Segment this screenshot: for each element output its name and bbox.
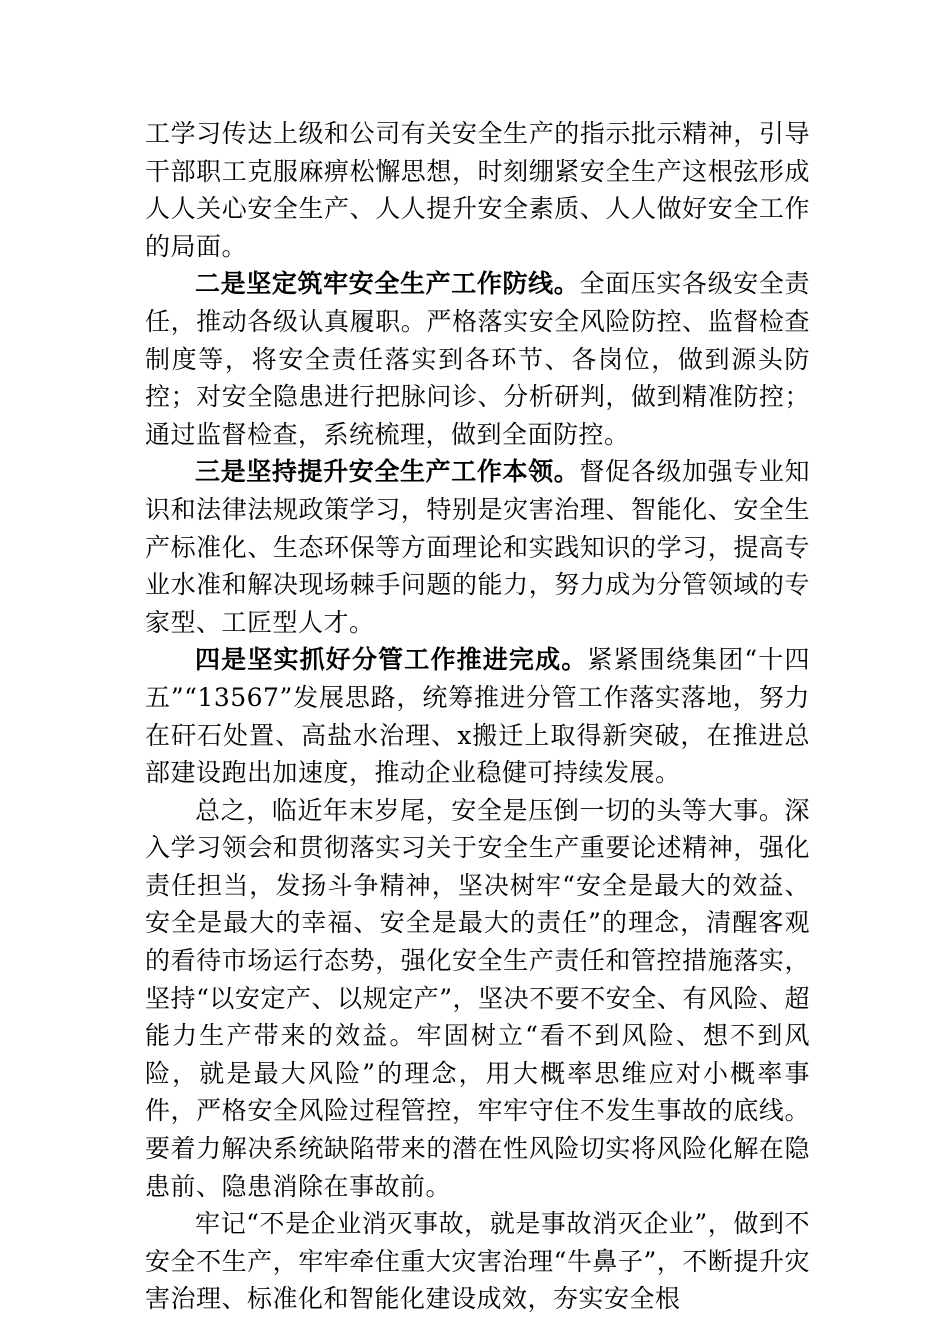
document-body: [145, 115, 810, 1318]
paragraph-text: 牢记“不是企业消灭事故，就是事故消灭企业”，做到不安全不生产，牢牢牵住重大灾害治理“牛鼻子”，不断提升灾害治理、标准化和智能化建设成效，夯实安全根: [145, 1209, 810, 1314]
paragraph-text: 工学习传达上级和公司有关安全生产的指示批示精神，引导干部职工克服麻痹松懈思想，时刻绷紧安全生产这根弦形成人人关心安全生产、人人提升安全素质、人人做好安全工作的局面。: [145, 119, 810, 261]
paragraph-lead-heading: 四是坚实抓好分管工作推进完成。: [195, 645, 588, 675]
paragraph-second-point: [145, 265, 810, 453]
paragraph-summary: [145, 792, 810, 1206]
paragraph-fourth-point: [145, 641, 810, 791]
paragraph-text: 紧紧围绕集团“十四五”“13567”发展思路，统筹推进分管工作落实落地，努力在矸石处置、高盐水治理、x搬迁上取得新突破，在推进总部建设跑出加速度，推动企业稳健可持续发展。: [145, 645, 810, 788]
paragraph-continued: [145, 115, 810, 265]
paragraph-third-point: [145, 453, 810, 641]
paragraph-lead-heading: 二是坚定筑牢安全生产工作防线。: [195, 269, 580, 299]
paragraph-lead-heading: 三是坚持提升安全生产工作本领。: [195, 457, 580, 487]
paragraph-text: 总之，临近年末岁尾，安全是压倒一切的头等大事。深入学习领会和贯彻落实习关于安全生产重要论述精神，强化责任担当，发扬斗争精神，坚决树牢“安全是最大的效益、安全是最大的幸福、安全是最大的责任”的理念，清醒客观的看待市场运行态势，强化安全生产责任和管控措施落实，坚持“以安定产、以规定产”，坚决不要不安全、有风险、超能力生产带来的效益。牢固树立“看不到风险、想不到风险，就是最大风险”的理念，用大概率思维应对小概率事件，严格安全风险过程管控，牢牢守住不发生事故的底线。要着力解决系统缺陷带来的潜在性风险切实将风险化解在隐患前、隐患消除在事故前。: [145, 795, 810, 1201]
paragraph-text: 督促各级加强专业知识和法律法规政策学习，特别是灾害治理、智能化、安全生产标准化、生态环保等方面理论和实践知识的学习，提高专业水准和解决现场棘手问题的能力，努力成为分管领域的专家型、工匠型人才。: [145, 457, 810, 637]
paragraph-text: 全面压实各级安全责任，推动各级认真履职。严格落实安全风险防控、监督检查制度等，将安全责任落实到各环节、各岗位，做到源头防控；对安全隐患进行把脉问诊、分析研判，做到精准防控；通过监督检查，系统梳理，做到全面防控。: [145, 269, 810, 449]
paragraph-closing: [145, 1205, 810, 1318]
